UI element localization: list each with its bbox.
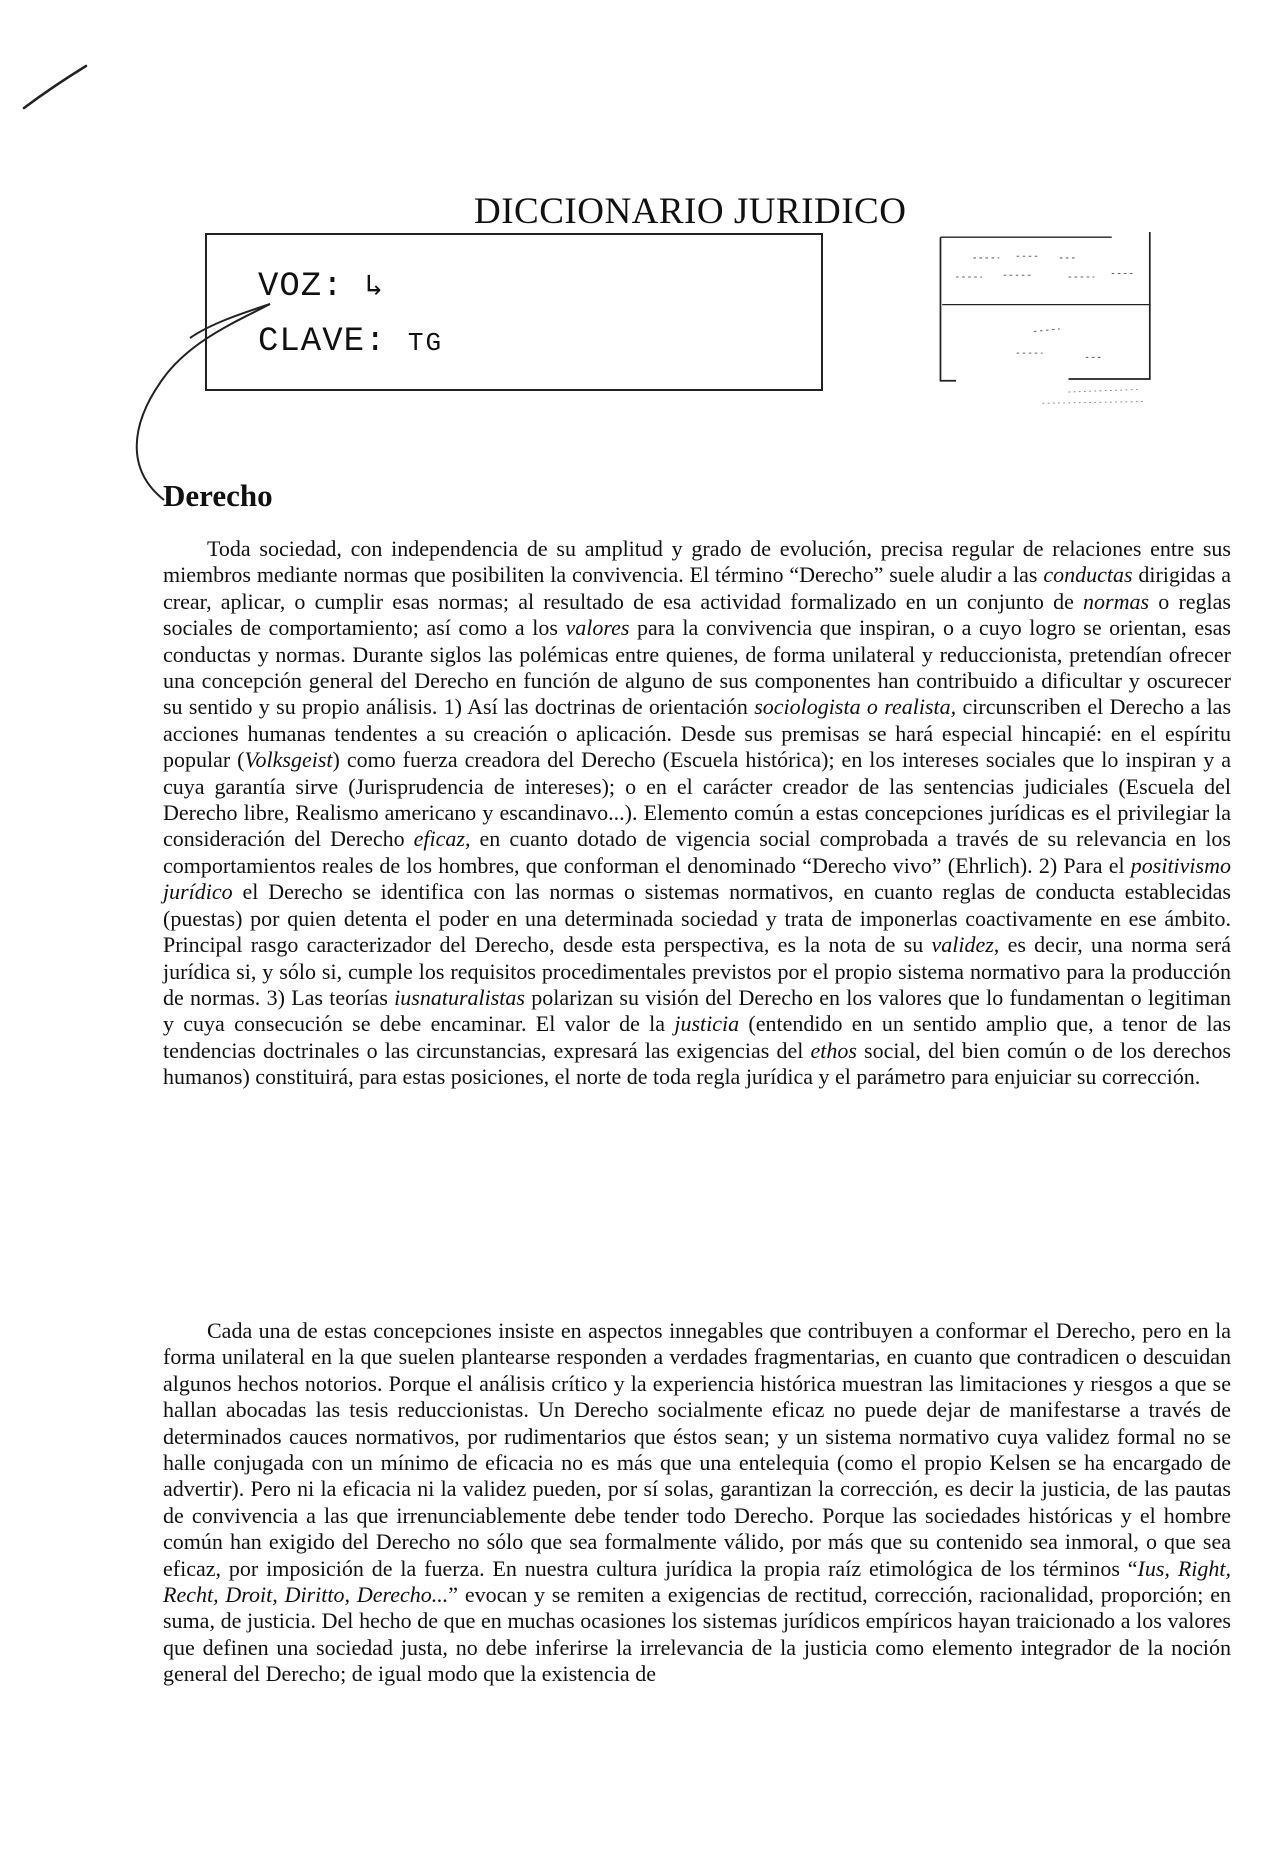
paragraph1-run: Volksgeist — [244, 747, 333, 773]
paragraph1-run: social, del bien común o de los derechos humanos) constituirá, para estas posiciones, el norte de toda regla jurídica y el parámetro para enjuiciar su corrección. — [163, 1037, 1231, 1090]
entry-paragraph-2 — [163, 1318, 1231, 1688]
voz-clave-box — [205, 233, 823, 391]
paragraph1-run: iusnaturalistas — [394, 984, 525, 1010]
pen-stroke-mark — [20, 62, 90, 112]
paragraph1-run: Toda sociedad, con independencia de su amplitud y grado de evolución, precisa regular de relaciones entre sus miembros mediante normas que posibiliten la convivencia. El término “Derecho” suele aludir a las — [163, 536, 1231, 588]
paragraph2-run: Ius, Right, Recht, Droit, Diritto, Derecho... — [163, 1555, 1231, 1608]
paragraph1-run: , es decir, una norma será jurídica si, y sólo si, cumple los requisitos procedimentales previstos por el propio sistema normativo para la producción de normas. 3) Las teorías — [163, 932, 1231, 1010]
paragraph1-run: validez — [931, 932, 994, 958]
paragraph1-run: para la convivencia que inspiran, o a cuyo logro se orientan, esas conductas y normas. Durante siglos las polémicas entre quienes, de forma unilateral y reduccionista, pretendían ofrecer una concepción general del Derecho en función de alguno de sus componentes han contribuido a dificultar y oscurecer su sentido y su propio análisis. 1) Así las doctrinas de orientación — [163, 615, 1231, 720]
paragraph1-run: normas — [1083, 588, 1150, 614]
voz-field: VOZ: ↳ — [258, 268, 385, 306]
entry-heading: Derecho — [163, 478, 273, 513]
clave-field: CLAVE: TG — [258, 323, 444, 361]
paragraph1-run: conductas — [1043, 562, 1133, 588]
paragraph1-run: dirigidas a crear, aplicar, o cumplir esas normas; al resultado de esa actividad formalizado en un conjunto de — [163, 562, 1231, 614]
paragraph1-run: el Derecho se identifica con las normas o sistemas normativos, en cuanto reglas de conducta establecidas (puestas) por quien detenta el poder en una determinada sociedad y trata de imponerlas coactivamente en ese ámbito. Principal rasgo caracterizador del Derecho, desde esta perspectiva, es la nota de su — [163, 879, 1231, 958]
paragraph1-run: ) como fuerza creadora del Derecho (Escuela histórica); en los intereses sociales que lo inspiran y a cuya garantía sirve (Jurisprudencia de intereses); o en el carácter creador de las sentencias judiciales (Escuela del Derecho libre, Realismo americano y escandinavo...). Elemento común a estas concepciones jurídicas es el privilegiar la consideración del Derecho — [163, 747, 1231, 852]
document-title: DICCIONARIO JURIDICO — [474, 191, 907, 232]
paragraph1-run: polarizan su visión del Derecho en los valores que lo fundamentan o legitiman y cuya consecución se debe encaminar. El valor de la — [163, 984, 1231, 1037]
paragraph1-run: (entendido en un sentido amplio que, a tenor de las tendencias doctrinales o las circunstancias, expresará las exigencias del — [163, 1011, 1231, 1063]
paragraph1-run: valores — [565, 615, 630, 641]
voz-mark: ↳ — [365, 271, 385, 305]
paragraph1-run: o reglas sociales de comportamiento; así como a los — [163, 588, 1231, 641]
clave-value: TG — [407, 328, 444, 358]
paragraph1-run: en cuanto dotado de vigencia social comprobada a través de su relevancia en los comportamientos reales de los hombres, que conforman el denominado “Derecho vivo” (Ehrlich). 2) Para el — [163, 826, 1231, 878]
clave-label: CLAVE — [258, 323, 366, 361]
entry-paragraph-1 — [163, 536, 1231, 1091]
paragraph1-run: sociologista o realista, — [754, 694, 957, 720]
paragraph2-run: Cada una de estas concepciones insiste en aspectos innegables que contribuyen a conformar el Derecho, pero en la forma unilateral en la que suelen plantearse responden a verdades fragmentarias, en cuanto que contradicen o descuidan algunos hechos notorios. Porque el análisis crítico y la experiencia histórica muestran las limitaciones y riesgos a que se hallan abocadas las tesis reduccionistas. Un Derecho socialmente eficaz no puede dejar de manifestarse a través de determinados cauces normativos, por rudimentarios que éstos sean; y un sistema normativo cuya validez formal no se halle conjugada con un mínimo de eficacia no es más que una entelequia (como el propio Kelsen se ha encargado de advertir). Pero ni la eficacia ni la validez pueden, por sí solas, garantizan la corrección, es decir la justicia, de las pautas de convivencia a las que irrenunciablemente debe tender todo Derecho. Porque las sociedades históricas y el hombre común han exigido del Derecho no sólo que sea formalmente válido, por más que su contenido sea inmoral, o que sea eficaz, por imposición de la fuerza. En nuestra cultura jurídica la propia raíz etimológica de los términos “ — [163, 1318, 1231, 1581]
paragraph-2-text — [163, 1318, 1231, 1688]
paragraph1-run: ethos — [810, 1037, 857, 1063]
paragraph1-run: positivismo jurídico — [163, 852, 1231, 905]
paragraph1-run: justicia — [674, 1011, 740, 1037]
paragraph1-run: eficaz, — [413, 826, 471, 852]
bracket-curve-mark — [120, 300, 280, 505]
paragraph2-run: ” evocan y se remiten a exigencias de rectitud, corrección, racionalidad, proporción; en suma, de justicia. Del hecho de que en muchas ocasiones los sistemas jurídicos empíricos hayan traicionado a los valores que definen una sociedad justa, no debe inferirse la irrelevancia de la justicia como elemento integrador de la noción general del Derecho; de igual modo que la existencia de — [163, 1582, 1231, 1687]
paragraph-1-text — [163, 536, 1231, 1091]
voz-label: VOZ — [258, 268, 323, 306]
faded-stamp-box — [922, 232, 1170, 405]
paragraph1-run: circunscriben el Derecho a las acciones humanas tendentes a su creación o aplicación. Desde sus premisas se hará especial hincapié: en el espíritu popular ( — [163, 694, 1232, 773]
